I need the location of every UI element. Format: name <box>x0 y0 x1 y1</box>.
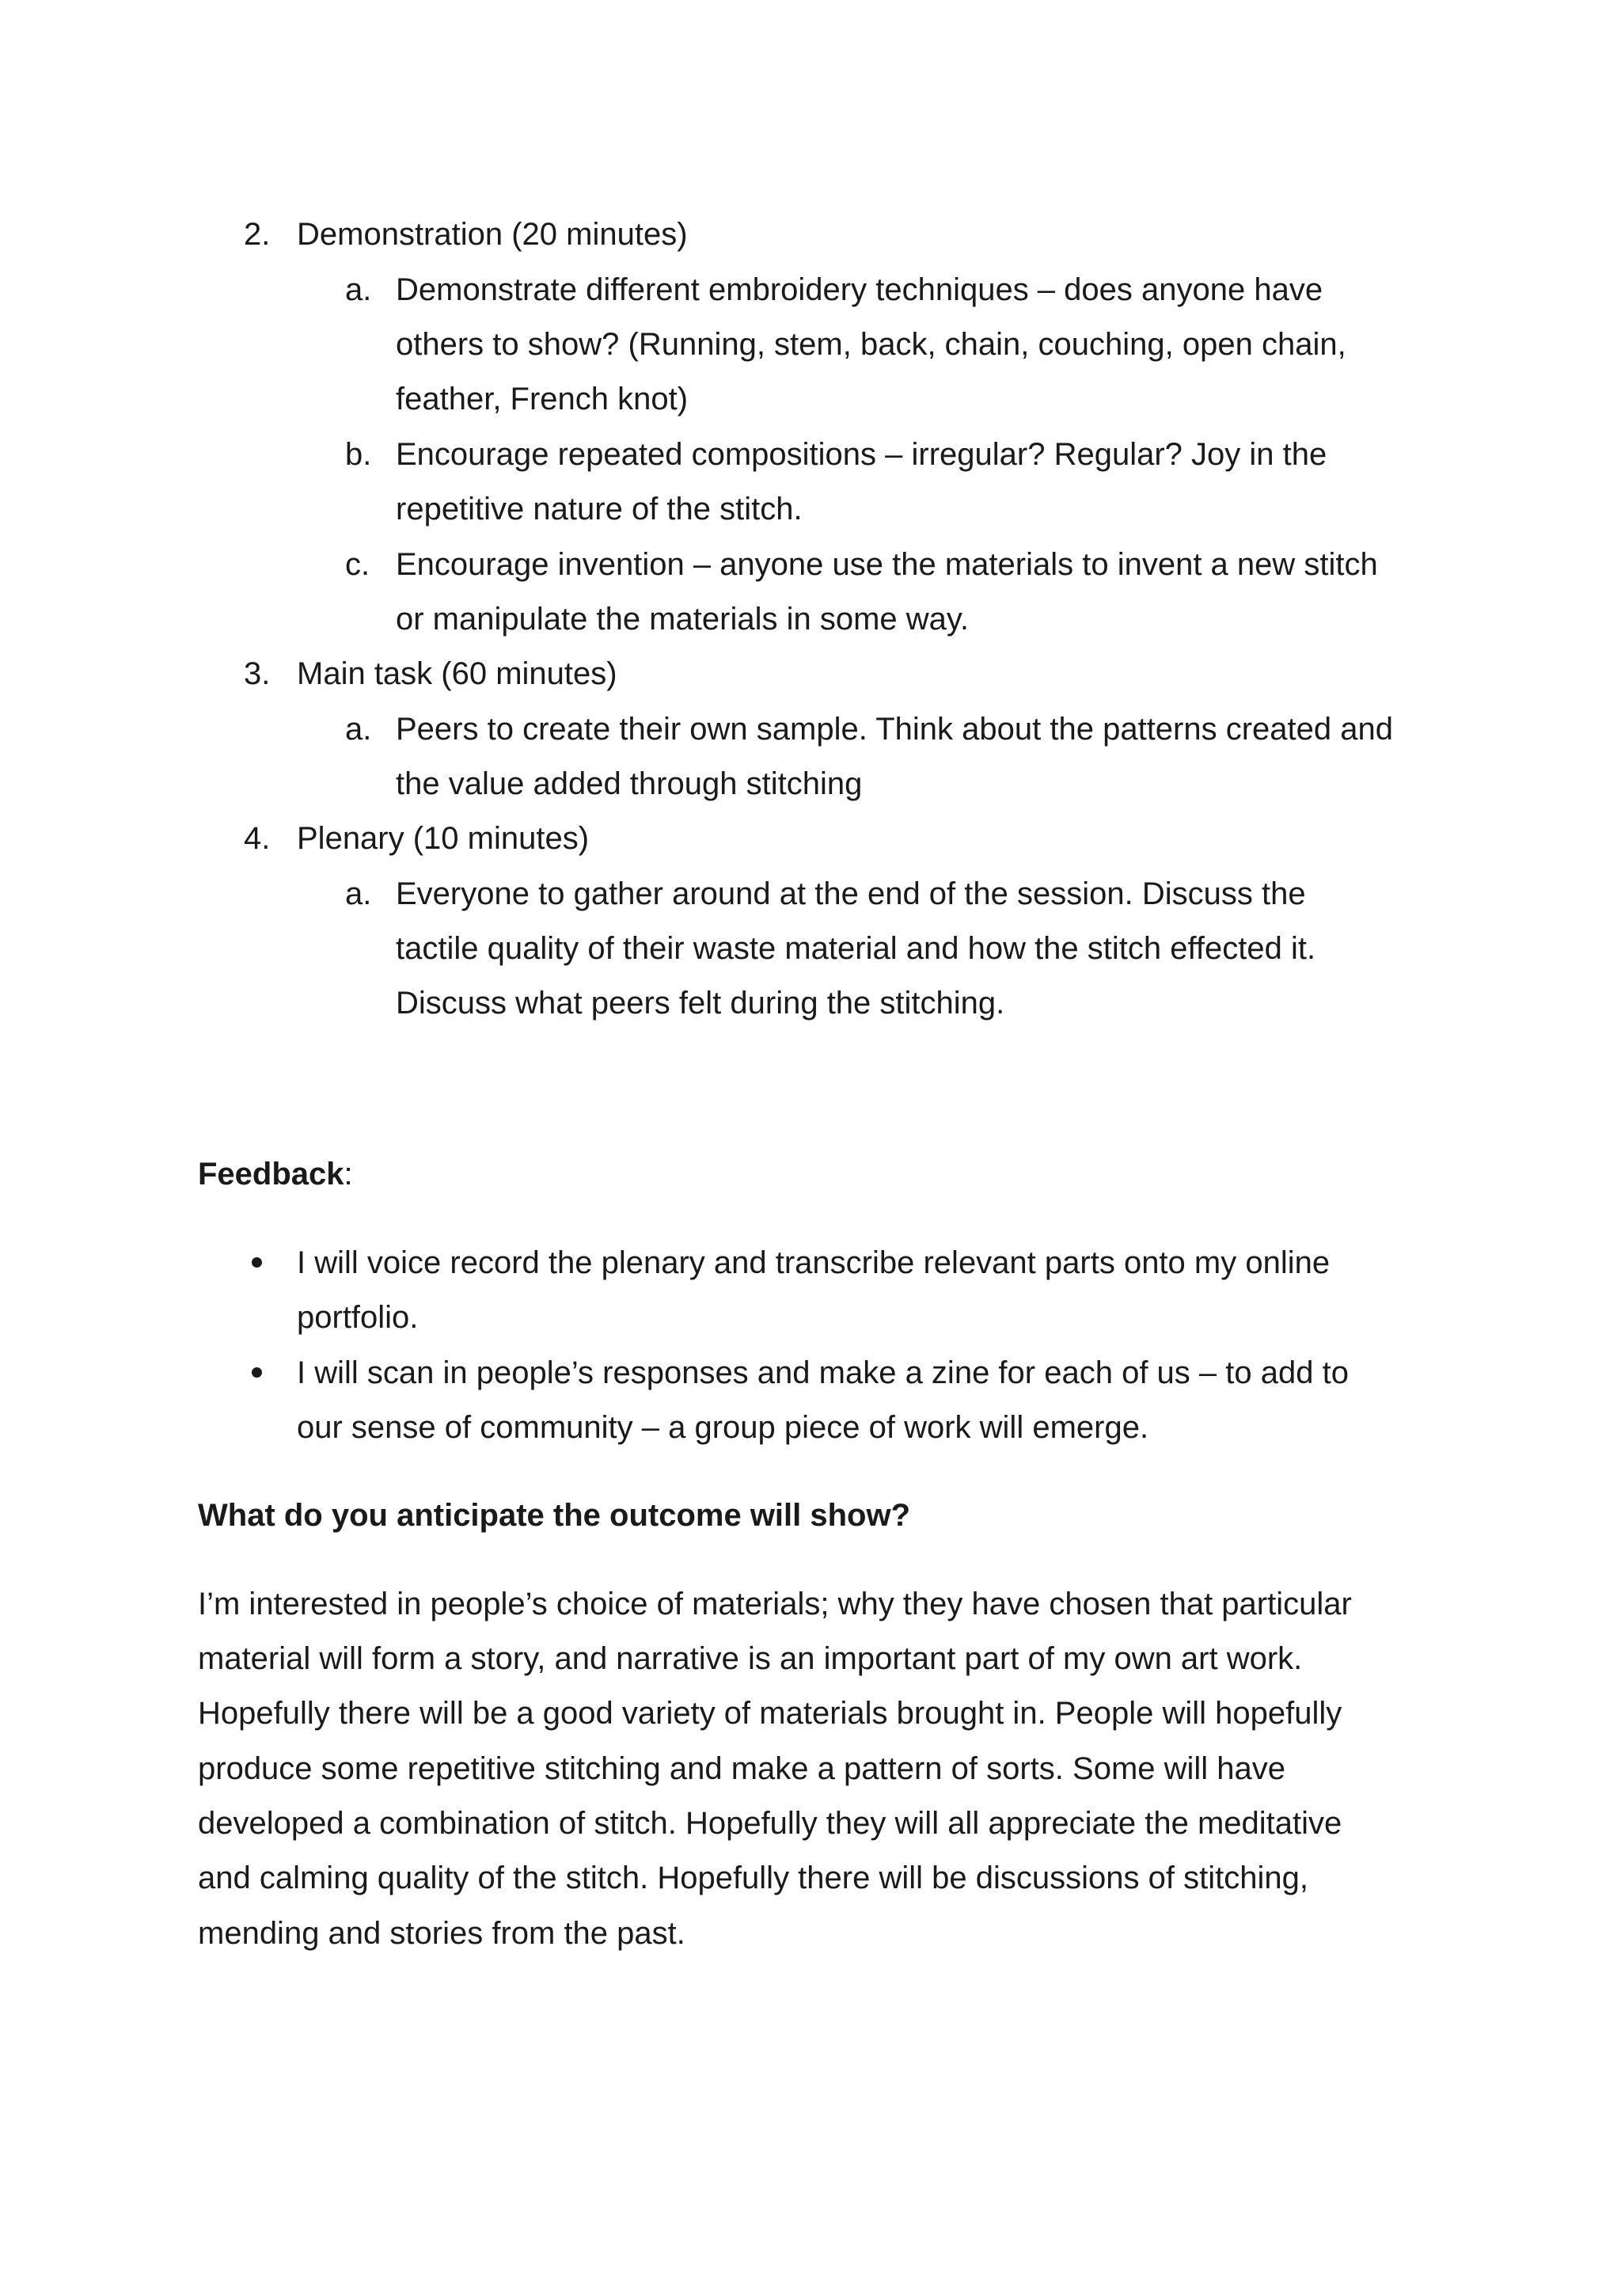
bullet-icon <box>252 1367 262 1378</box>
paragraph-line: mending and stories from the past. <box>198 1916 685 1951</box>
paragraph-line: Hopefully there will be a good variety of materials brought in. People will hopefully <box>198 1696 1342 1731</box>
bullet-line: I will scan in people’s responses and make a zine for each of us – to add to <box>297 1355 1349 1390</box>
sub-item-line: Demonstrate different embroidery techniques – does anyone have <box>396 272 1323 307</box>
step-number: 4. <box>244 821 271 856</box>
sub-item-line: Encourage repeated compositions – irregular? Regular? Joy in the <box>396 437 1327 472</box>
step-title: Plenary (10 minutes) <box>297 821 590 856</box>
feedback-heading <box>198 1154 353 1195</box>
sub-item-line: or manipulate the materials in some way. <box>396 602 970 637</box>
sub-item-marker: b. <box>345 437 372 472</box>
paragraph-line: produce some repetitive stitching and make a pattern of sorts. Some will have <box>198 1751 1286 1786</box>
sub-item-line: Everyone to gather around at the end of the session. Discuss the <box>396 876 1306 911</box>
sub-item-line: tactile quality of their waste material and how the stitch effected it. <box>396 931 1316 966</box>
paragraph-line: and calming quality of the stitch. Hopefully there will be discussions of stitching, <box>198 1861 1308 1895</box>
paragraph-line: material will form a story, and narrative is an important part of my own art work. <box>198 1641 1303 1676</box>
sub-item-line: others to show? (Running, stem, back, chain, couching, open chain, <box>396 327 1346 362</box>
sub-item-marker: a. <box>345 876 372 911</box>
outcome-heading: What do you anticipate the outcome will show? <box>198 1498 911 1533</box>
step-number: 2. <box>244 217 271 252</box>
sub-item-marker: a. <box>345 272 372 307</box>
paragraph-line: developed a combination of stitch. Hopefully they will all appreciate the meditative <box>198 1806 1342 1841</box>
sub-item-marker: a. <box>345 712 372 747</box>
sub-item-line: repetitive nature of the stitch. <box>396 492 803 526</box>
sub-item-line: the value added through stitching <box>396 766 863 801</box>
feedback-heading-text: Feedback <box>198 1157 344 1192</box>
bullet-icon <box>252 1257 262 1268</box>
feedback-heading-colon: : <box>344 1157 353 1192</box>
sub-item-line: feather, French knot) <box>396 382 689 416</box>
sub-item-line: Peers to create their own sample. Think about the patterns created and <box>396 712 1393 747</box>
bullet-line: our sense of community – a group piece of work will emerge. <box>297 1410 1149 1445</box>
sub-item-line: Encourage invention – anyone use the materials to invent a new stitch <box>396 547 1378 582</box>
step-number: 3. <box>244 656 271 691</box>
step-title: Demonstration (20 minutes) <box>297 217 688 252</box>
step-title: Main task (60 minutes) <box>297 656 617 691</box>
sub-item-marker: c. <box>345 547 370 582</box>
sub-item-line: Discuss what peers felt during the stitching. <box>396 986 1005 1021</box>
paragraph-line: I’m interested in people’s choice of materials; why they have chosen that particular <box>198 1587 1352 1621</box>
bullet-line: portfolio. <box>297 1300 419 1335</box>
bullet-line: I will voice record the plenary and transcribe relevant parts onto my online <box>297 1245 1331 1280</box>
